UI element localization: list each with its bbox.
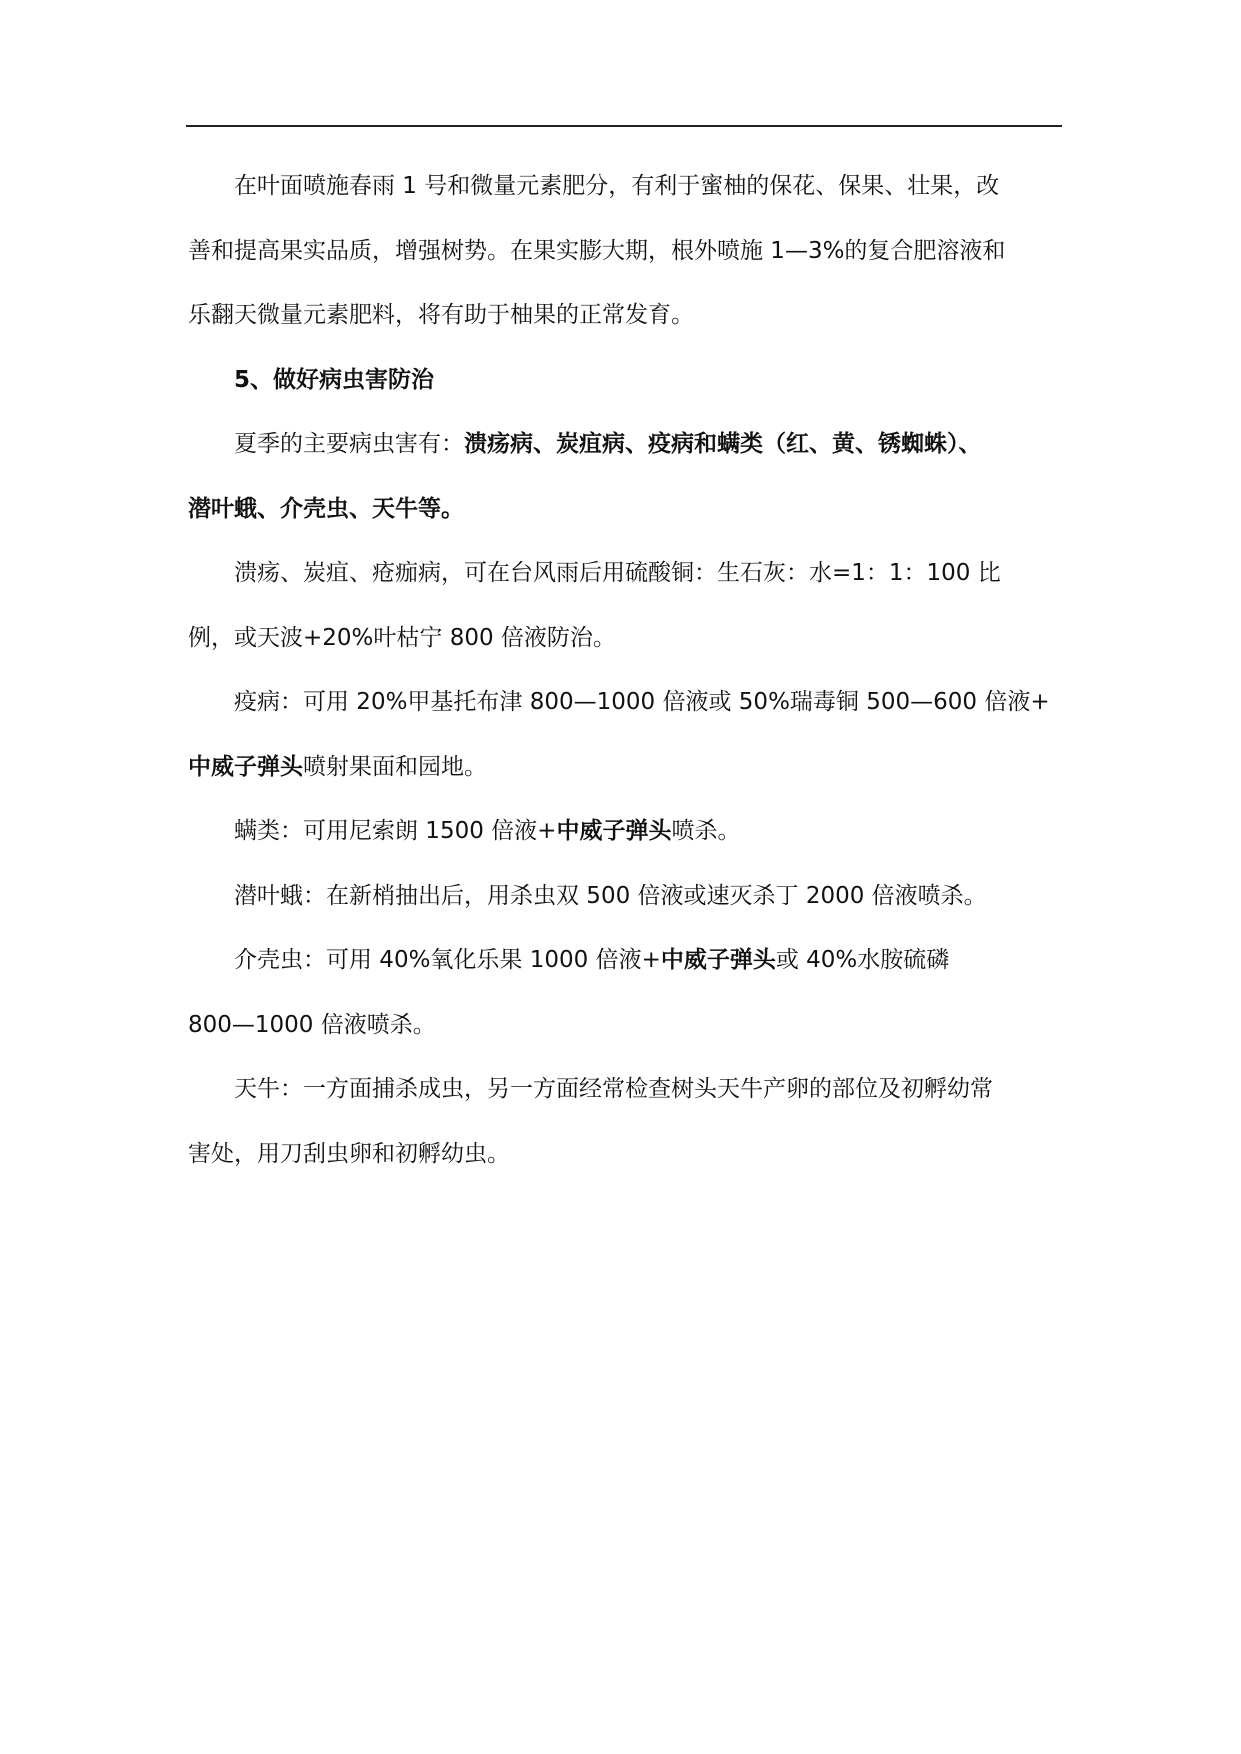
paragraph-mites (188, 799, 1060, 864)
paragraph-canker-treatment (188, 541, 1060, 670)
bold-text: 中威子弹头 (188, 753, 303, 780)
header-divider (186, 125, 1062, 127)
text-line (188, 928, 1060, 993)
text-line: 800—1000 倍液喷杀。 (188, 1011, 436, 1038)
text-rest: 喷杀。 (671, 818, 741, 844)
text-line: 溃疡、炭疽、疮痂病，可在台风雨后用硫酸铜：生石灰：水=1：1：100 比 (234, 560, 1001, 586)
paragraph-scale-insects (188, 928, 1060, 1057)
paragraph-phytophthora (188, 670, 1060, 799)
text-line: 害处，用刀刮虫卵和初孵幼虫。 (188, 1140, 510, 1167)
bold-text: 溃疡病、炭疽病、疫病和螨类（红、黄、锈蜘蛛）、 (464, 431, 982, 457)
text-line: 乐翻天微量元素肥料，将有助于柚果的正常发育。 (188, 302, 694, 328)
text-line (188, 412, 1060, 477)
bold-text: 中威子弹头 (556, 818, 672, 844)
text-line: 疫病：可用 20%甲基托布津 800—1000 倍液或 50%瑞毒铜 500—600 倍液+ (234, 689, 1050, 715)
text-line (188, 799, 1060, 864)
text-line: 在叶面喷施春雨 1 号和微量元素肥分，有利于蜜柚的保花、保果、壮果，改 (234, 173, 1000, 199)
paragraph-foliar-spray (188, 154, 1060, 348)
paragraph-main-pests (188, 412, 1060, 541)
text-lead: 介壳虫：可用 40%氧化乐果 1000 倍液+ (234, 947, 661, 973)
text-line: 天牛：一方面捕杀成虫，另一方面经常检查树头天牛产卵的部位及初孵幼常 (234, 1076, 993, 1102)
section-heading (188, 348, 1060, 413)
document-body (188, 154, 1060, 1186)
text-lead: 螨类：可用尼索朗 1500 倍液+ (234, 818, 557, 844)
paragraph-leafminer (188, 864, 1060, 929)
text-line: 潜叶蛾：在新梢抽出后，用杀虫双 500 倍液或速灭杀丁 2000 倍液喷杀。 (234, 882, 987, 909)
text-line (188, 735, 1060, 800)
bold-text: 中威子弹头 (660, 947, 776, 973)
text-line: 善和提高果实品质，增强树势。在果实膨大期，根外喷施 1—3%的复合肥溶液和 (188, 237, 1006, 264)
text-rest: 喷射果面和园地。 (303, 753, 487, 780)
text-lead: 夏季的主要病虫害有： (234, 431, 464, 457)
bold-text-line: 潜叶蛾、介壳虫、天牛等。 (188, 495, 464, 522)
text-line: 例，或天波+20%叶枯宁 800 倍液防治。 (188, 624, 616, 651)
heading-text: 5、做好病虫害防治 (234, 366, 435, 393)
text-rest: 或 40%水胺硫磷 (775, 947, 950, 973)
paragraph-longhorn-beetle (188, 1057, 1060, 1186)
